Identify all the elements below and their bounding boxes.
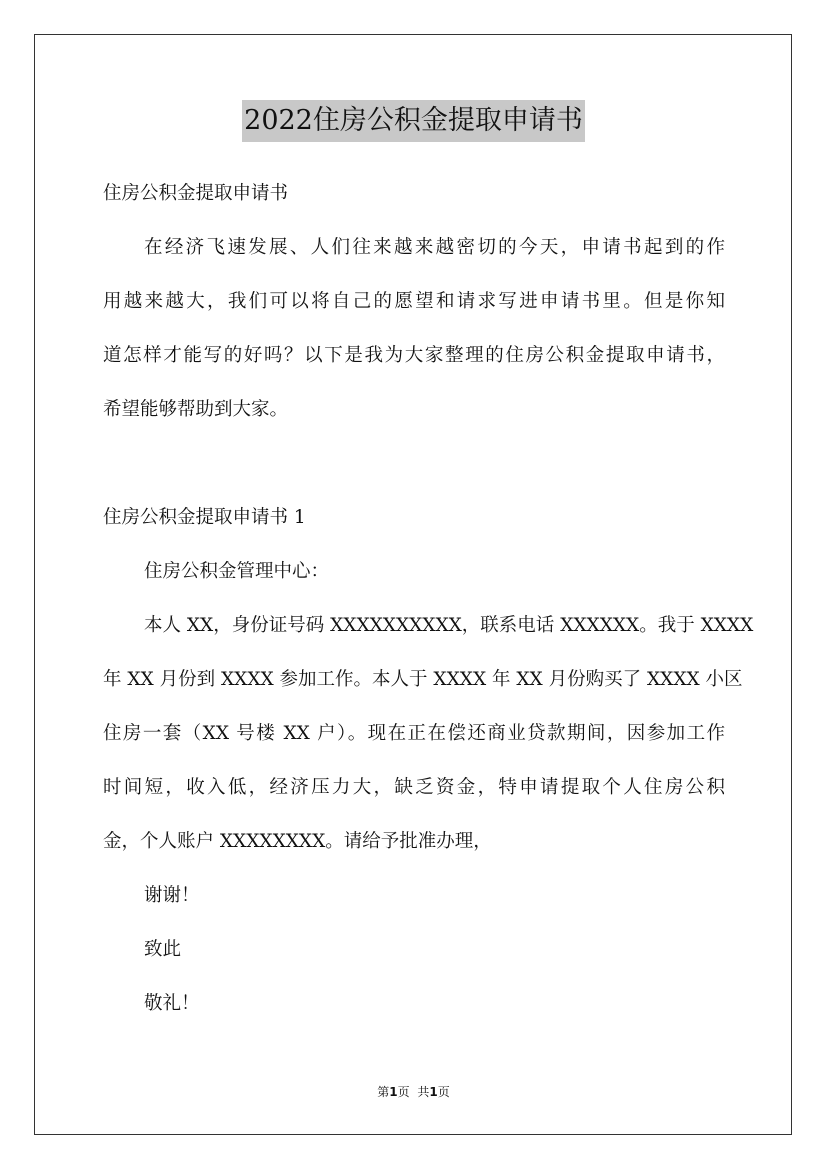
total-prefix: 共 bbox=[417, 1085, 430, 1099]
body-line-4: 时间短，收入低，经济压力大，缺乏资金，特申请提取个人住房公积 bbox=[103, 777, 725, 798]
body-line-1: 本人 XX，身份证号码 XXXXXXXXXX，联系电话 XXXXXX。我于 XXXX bbox=[144, 615, 754, 636]
salutation: 住房公积金管理中心： bbox=[144, 561, 330, 582]
thanks-line: 谢谢！ bbox=[144, 885, 200, 906]
intro-line-3: 道怎样才能写的好吗？以下是我为大家整理的住房公积金提取申请书， bbox=[103, 345, 725, 366]
total-suffix: 页 bbox=[437, 1085, 450, 1099]
body-line-5: 金，个人账户 XXXXXXXX。请给予批准办理， bbox=[103, 831, 492, 852]
intro-line-4: 希望能够帮助到大家。 bbox=[103, 399, 289, 420]
body-line-3: 住房一套（XX 号楼 XX 户）。现在正在偿还商业贷款期间，因参加工作 bbox=[103, 723, 725, 744]
body-line-2: 年 XX 月份到 XXXX 参加工作。本人于 XXXX 年 XX 月份购买了 XXXX 小区 bbox=[103, 669, 743, 690]
intro-line-1: 在经济飞速发展、人们往来越来越密切的今天，申请书起到的作 bbox=[144, 237, 725, 258]
document-subtitle: 住房公积金提取申请书 bbox=[103, 183, 289, 204]
total-pages: 1 bbox=[429, 1085, 438, 1099]
closing-line-2: 敬礼！ bbox=[144, 993, 200, 1014]
page-prefix: 第 bbox=[377, 1085, 390, 1099]
page-suffix: 页 bbox=[397, 1085, 410, 1099]
intro-line-2: 用越来越大，我们可以将自己的愿望和请求写进申请书里。但是你知 bbox=[103, 291, 725, 312]
closing-line-1: 致此 bbox=[144, 939, 182, 960]
section-heading: 住房公积金提取申请书 1 bbox=[103, 507, 306, 528]
page-number: 1 bbox=[389, 1085, 398, 1099]
document-title: 2022住房公积金提取申请书 bbox=[242, 100, 585, 142]
page-footer bbox=[0, 1084, 827, 1100]
title-container bbox=[0, 100, 827, 142]
